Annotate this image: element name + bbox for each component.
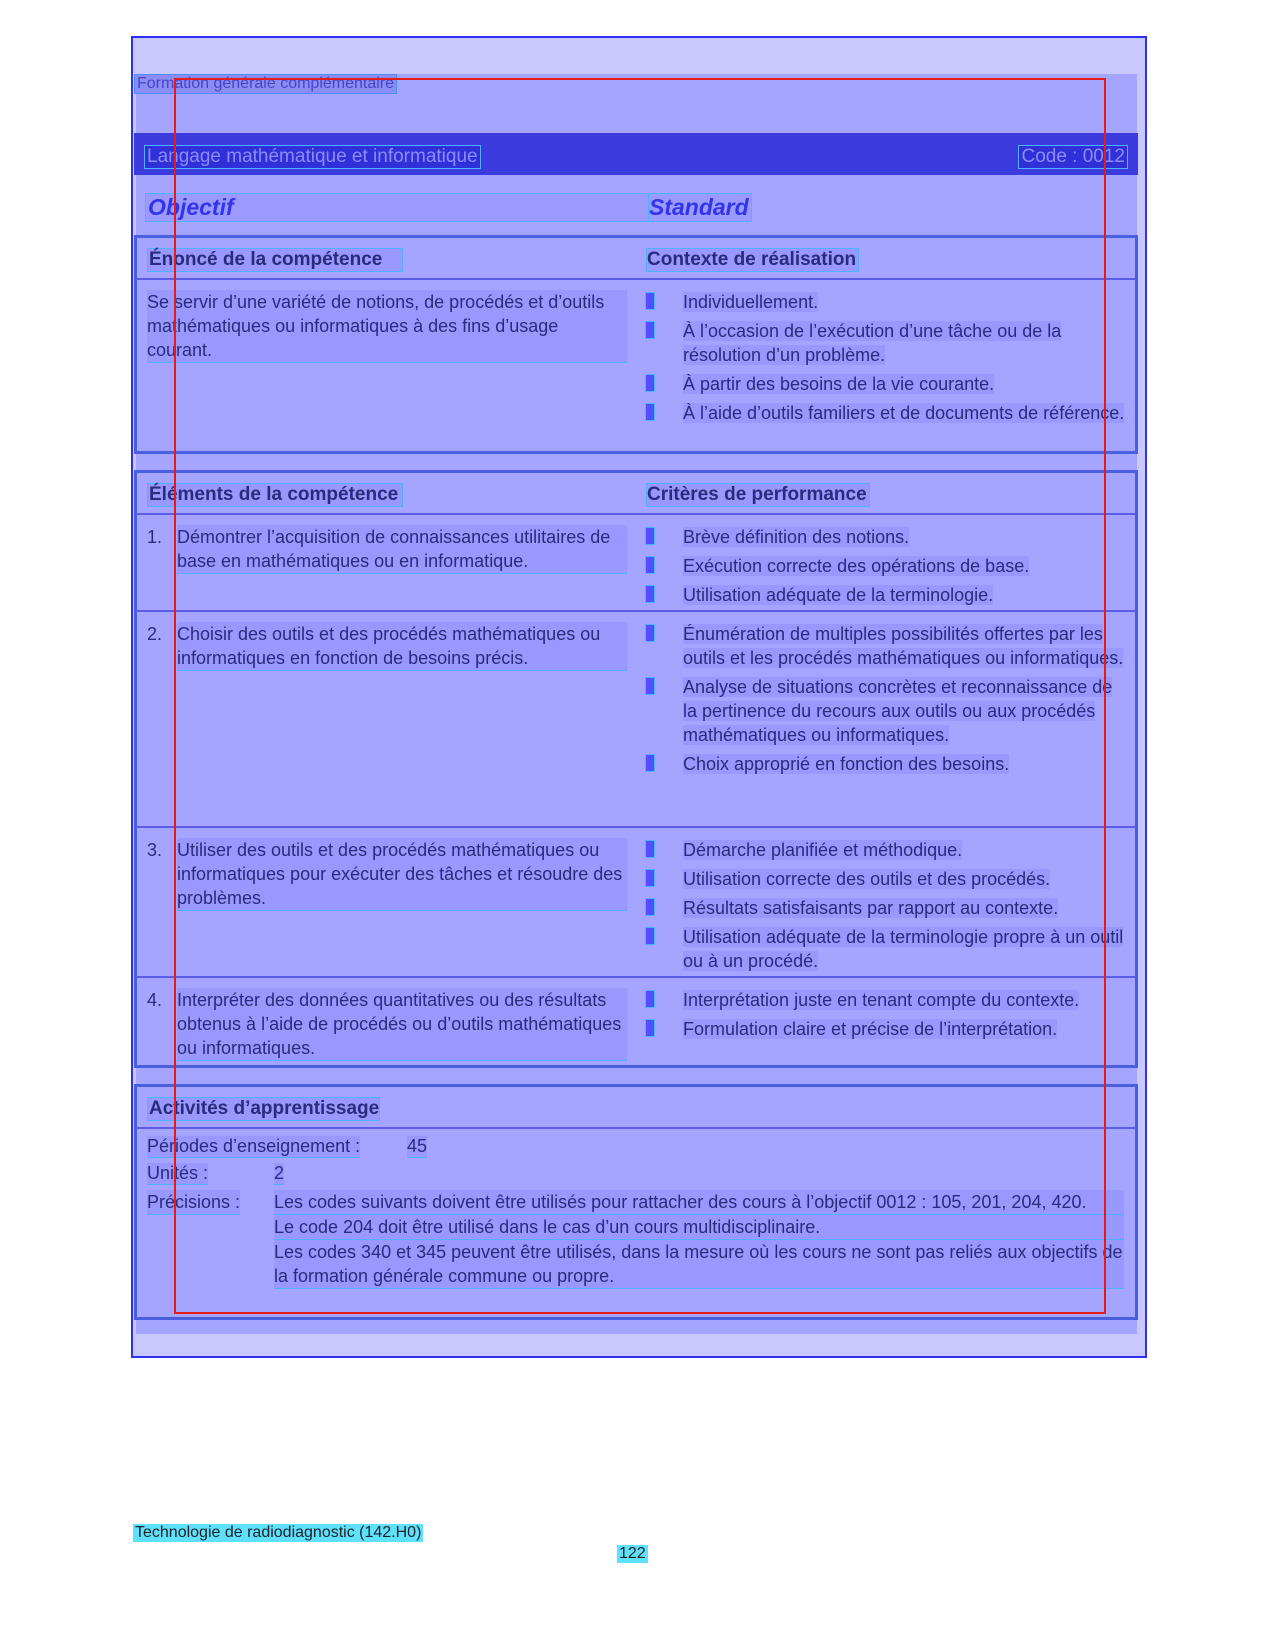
bullet-icon: [645, 624, 655, 642]
list-item: Choix approprié en fonction des besoins.: [645, 752, 1125, 776]
competence-statement: Se servir d’une variété de notions, de procédés et d’outils mathématiques ou informatiques à des fins d’usage courant.: [147, 290, 627, 363]
bullet-icon: [645, 556, 655, 574]
document-header: Formation générale complémentaire: [134, 74, 397, 94]
element-row: [137, 612, 1135, 828]
competence-row: [137, 280, 1135, 450]
list-item: Exécution correcte des opérations de base.: [645, 554, 1125, 578]
elements-box: [134, 470, 1138, 1068]
list-item: À l’aide d’outils familiers et de documents de référence.: [645, 401, 1125, 425]
list-item: Utilisation adéquate de la terminologie propre à un outil ou à un procédé.: [645, 925, 1125, 973]
element-row: [137, 828, 1135, 978]
element-text: 2. Choisir des outils et des procédés mathématiques ou informatiques en fonction de besoins précis.: [147, 622, 627, 671]
competence-box: [134, 235, 1138, 454]
list-item: Utilisation correcte des outils et des procédés.: [645, 867, 1125, 891]
criteria-list: [645, 838, 1125, 978]
bullet-icon: [645, 840, 655, 858]
competence-header: [137, 238, 1135, 280]
activites-heading: Activités d’apprentissage: [149, 1098, 380, 1119]
periodes-row: Périodes d’enseignement : 45: [147, 1136, 428, 1156]
criteria-heading: Critères de performance: [646, 483, 870, 507]
bullet-icon: [645, 374, 655, 392]
criteria-list: [645, 525, 1125, 612]
bullet-icon: [645, 527, 655, 545]
bullet-icon: [645, 869, 655, 887]
bullet-icon: [645, 677, 655, 695]
element-row: [137, 978, 1135, 1065]
bullet-icon: [645, 927, 655, 945]
section-bar: [134, 133, 1138, 175]
element-text: 4. Interpréter des données quantitatives ou des résultats obtenus à l’aide de procédés ou d’outils mathématiques ou informatiques.: [147, 988, 627, 1061]
bullet-icon: [645, 990, 655, 1008]
list-item: À l’occasion de l’exécution d’une tâche ou de la résolution d’un problème.: [645, 319, 1125, 367]
activites-box: [134, 1084, 1138, 1320]
bullet-icon: [645, 754, 655, 772]
section-title: Langage mathématique et informatique: [144, 145, 481, 169]
list-item: Brève définition des notions.: [645, 525, 1125, 549]
bullet-icon: [645, 292, 655, 310]
list-item: Analyse de situations concrètes et reconnaissance de la pertinence du recours aux outils ou aux procédés mathématiques ou informatiques.: [645, 675, 1125, 747]
standard-heading: Standard: [648, 193, 752, 222]
competence-heading: Énoncé de la compétence: [147, 248, 403, 272]
criteria-list: [645, 988, 1125, 1046]
element-row: [137, 515, 1135, 612]
list-item: Résultats satisfaisants par rapport au contexte.: [645, 896, 1125, 920]
element-text: 3. Utiliser des outils et des procédés mathématiques ou informatiques pour exécuter des tâches et résoudre des problèmes.: [147, 838, 627, 911]
list-item: Énumération de multiples possibilités offertes par les outils et les procédés mathématiques ou informatiques.: [645, 622, 1125, 670]
unites-row: Unités : 2: [147, 1163, 285, 1183]
precisions-text: Les codes suivants doivent être utilisés pour rattacher des cours à l’objectif 0012 : 105, 201, 204, 420. Le code 204 doit être utilisé dans le cas d’un cours multidisciplinaire. Les codes 340 et 345 peuvent être utilisés, dans la mesure où les cours ne sont pas reliés aux objectifs de la formation générale commune ou propre.: [274, 1190, 1124, 1289]
bullet-icon: [645, 585, 655, 603]
context-list: [645, 290, 1125, 430]
elements-header: [137, 473, 1135, 515]
list-item: Utilisation adéquate de la terminologie.: [645, 583, 1125, 607]
section-code: Code : 0012: [1018, 145, 1128, 169]
bullet-icon: [645, 321, 655, 339]
criteria-list: [645, 622, 1125, 781]
page-number: 122: [619, 1545, 646, 1562]
elements-heading: Éléments de la compétence: [147, 483, 403, 507]
activites-header: [137, 1087, 1135, 1129]
bullet-icon: [645, 898, 655, 916]
element-text: 1. Démontrer l’acquisition de connaissances utilitaires de base en mathématiques ou en informatique.: [147, 525, 627, 574]
bullet-icon: [645, 403, 655, 421]
list-item: À partir des besoins de la vie courante.: [645, 372, 1125, 396]
list-item: Individuellement.: [645, 290, 1125, 314]
list-item: Démarche planifiée et méthodique.: [645, 838, 1125, 862]
bullet-icon: [645, 1019, 655, 1037]
objectif-heading: Objectif: [145, 193, 655, 222]
list-item: Interprétation juste en tenant compte du contexte.: [645, 988, 1125, 1012]
precisions-row: Précisions : Les codes suivants doivent être utilisés pour rattacher des cours à l’objectif 0012 : 105, 201, 204, 420. Le code 204 doit être utilisé dans le cas d’un cours multidisciplinaire. Les codes 340 et 345 peuvent être utilisés, dans la mesure où les cours ne sont pas reliés aux objectifs de la formation générale commune ou propre.: [137, 1190, 1135, 1289]
context-heading: Contexte de réalisation: [646, 248, 859, 272]
list-item: Formulation claire et précise de l’interprétation.: [645, 1017, 1125, 1041]
footer-program: Technologie de radiodiagnostic (142.H0): [135, 1524, 422, 1541]
